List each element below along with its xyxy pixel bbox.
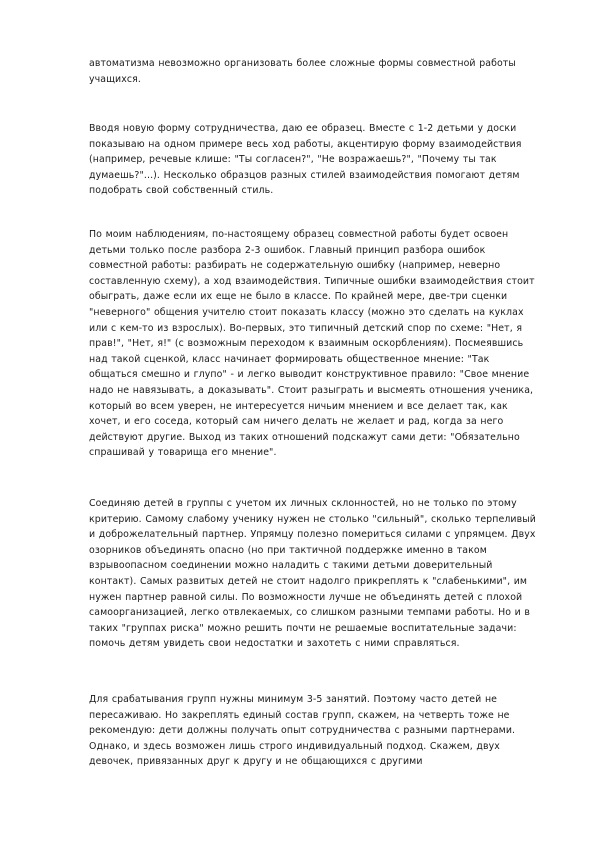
paragraph-5: Для срабатывания групп нужны минимум 3-5 занятий. Поэтому часто детей не пересаживаю. Но закреплять единый состав групп, скажем, на четверть тоже не рекомендую: дети должны получать опыт сотрудничества с разными партнерами. Однако, и здесь возможен лишь строго индивидуальный подход. Скажем, двух девочек, привязанных друг к другу и не общающихся с другими <box>89 694 516 768</box>
paragraph-2: Вводя новую форму сотрудничества, даю ее образец. Вместе с 1-2 детьми у доски показываю на одном примере весь ход работы, акцентирую форму взаимодействия (например, речевые клише: "Ты согласен?", "Не возражаешь?", "Почему ты так думаешь?"...). Несколько образцов разных стилей взаимодействия помогают детям подобрать свой собственный стиль. <box>89 123 522 197</box>
paragraph-3: По моим наблюдениям, по-настоящему образец совместной работы будет освоен детьми только после разбора 2-3 ошибок. Главный принцип разбора ошибок совместной работы: разбирать не содержательную ошибку (например, неверно составленную схему), а ход взаимодействия. Типичные ошибки взаимодействия стоит обыграть, даже если их еще не было в классе. По крайней мере, две-три сценки "неверного" общения учителю стоит показать классу (можно это сделать на куклах или с кем-то из взрослых). Во-первых, это типичный детский спор по схеме: "Нет, я прав!", "Нет, я!" (с возможным переходом к взаимным оскорблениям). Посмеявшись над такой сценкой, класс начинает формировать общественное мнение: "Так общаться смешно и глупо" - и легко выводит конструктивное правило: "Свое мнение надо не навязывать, а доказывать". Стоит разыграть и высмеять отношения ученика, который во всем уверен, не интересуется ничьим мнением и все делает так, как хочет, и его соседа, который сам ничего делать не желает и рад, когда за него действуют другие. Выход из таких отношений подскажут сами дети: "Обязательно спрашивай у товарища его мнение". <box>89 229 535 459</box>
paragraph-1: автоматизма невозможно организовать более сложные формы совместной работы учащихся. <box>89 58 516 85</box>
paragraph-4: Соединяю детей в группы с учетом их личных склонностей, но не только по этому критерию. Самому слабому ученику нужен не столько "сильный", сколько терпеливый и доброжелательный партнер. Упрямцу полезно помериться силами с упрямцем. Двух озорников объединять опасно (но при тактичной поддержке именно в таком взрывоопасном соединении можно наладить с такими детьми доверительный контакт). Самых развитых детей не стоит надолго прикреплять к "слабенькими", им нужен партнер равной силы. По возможности лучше не объединять детей с плохой самоорганизацией, легко отвлекаемых, со слишком разными темпами работы. Но и в таких "группах риска" можно решить почти не решаемые воспитательные задачи: помочь детям увидеть свои недостатки и захотеть с ними справляться. <box>89 498 536 650</box>
